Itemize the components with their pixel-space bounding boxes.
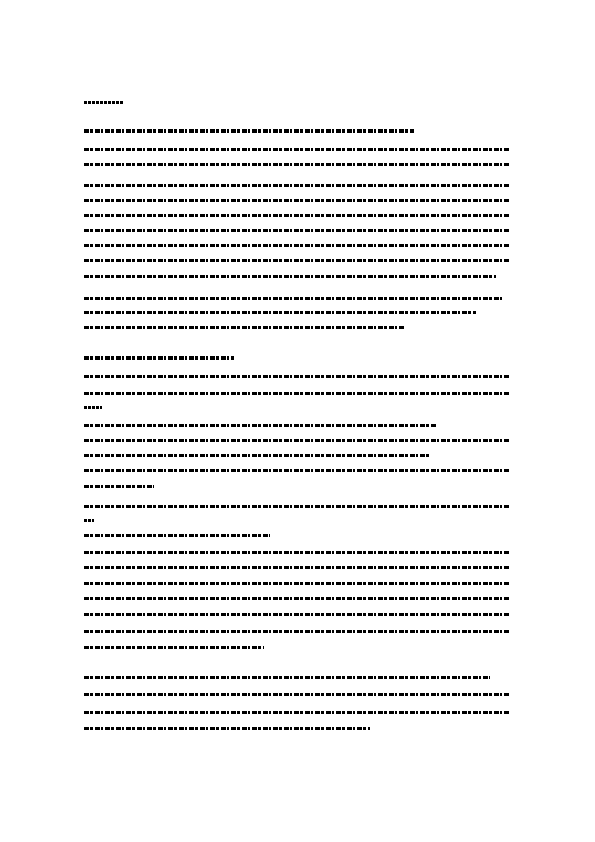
paragraph-6-line-1 [84, 505, 510, 508]
paragraph-6-line-2 [84, 519, 94, 522]
paragraph-8-line-1 [84, 551, 510, 554]
paragraph-4-line-2 [84, 454, 430, 457]
paragraph-5-line-2 [84, 485, 154, 488]
paragraph-8-line-7 [84, 646, 264, 649]
paragraph-9-line-2 [84, 693, 510, 696]
page-label [84, 101, 124, 104]
paragraph-1-line-10 [84, 297, 504, 300]
paragraph-1-line-5 [84, 214, 510, 217]
paragraph-5-line-1 [84, 469, 510, 472]
paragraph-1-line-2 [84, 163, 510, 166]
paragraph-2-line-1 [84, 375, 510, 378]
paragraph-7-line-1 [84, 534, 270, 537]
paragraph-1-line-3 [84, 184, 510, 187]
paragraph-9-line-4 [84, 727, 370, 730]
paragraph-2-line-3 [84, 406, 102, 409]
paragraph-2-line-2 [84, 392, 510, 395]
paragraph-8-line-4 [84, 597, 510, 600]
paragraph-1-line-12 [84, 326, 404, 329]
paragraph-4-line-1 [84, 439, 510, 442]
paragraph-8-line-2 [84, 566, 510, 569]
section-heading-2 [84, 356, 234, 360]
paragraph-9-line-1 [84, 676, 490, 679]
paragraph-1-line-4 [84, 199, 510, 202]
paragraph-1-line-8 [84, 259, 510, 262]
paragraph-1-line-11 [84, 311, 476, 314]
paragraph-1-line-9 [84, 275, 496, 278]
paragraph-8-line-5 [84, 613, 510, 616]
paragraph-1-line-1 [84, 148, 510, 151]
paragraph-8-line-3 [84, 582, 510, 585]
paragraph-8-line-6 [84, 630, 510, 633]
paragraph-3-line-1 [84, 424, 436, 427]
paragraph-1-line-6 [84, 229, 510, 232]
paragraph-1-line-7 [84, 244, 510, 247]
section-heading-1 [84, 129, 414, 133]
paragraph-9-line-3 [84, 711, 510, 714]
